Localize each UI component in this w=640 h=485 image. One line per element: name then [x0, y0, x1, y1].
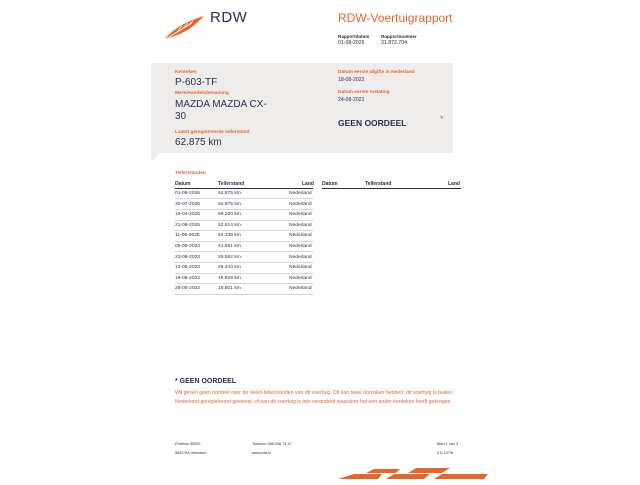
footnote-title: * GEEN OORDEEL — [175, 378, 237, 385]
row-divider — [175, 251, 313, 252]
col-header-odometer: Tellerstand — [218, 181, 245, 187]
row-date: 11-08-2025 — [175, 233, 200, 239]
brand-name: RDW — [210, 9, 248, 26]
footer-code: 3 E 1079I — [437, 451, 454, 455]
row-country: Nederland — [289, 201, 312, 207]
row-odometer: 16.601 km — [218, 286, 241, 292]
footnote-text: Wij geven geen oordeel over de reeks tellerstanden van dit voertuig. Dit kan twee oorzaken hebben: dit voertuig is buiten Nederland geregistreerd geweest, of aan dit voertuig is iets veranderd waardoor het een ander kenteken heeft gekregen. — [175, 390, 453, 406]
row-divider — [175, 220, 313, 221]
report-title: RDW-Voertuigrapport — [338, 11, 453, 25]
verdict-asterisk: * — [440, 114, 444, 124]
row-odometer: 52.514 km — [218, 222, 241, 228]
row-divider — [175, 209, 313, 210]
footer-address: 9640 RA Veendam — [175, 451, 207, 455]
row-date: 13-06-2023 — [175, 265, 201, 271]
row-divider — [175, 262, 313, 263]
make-line-1: MAZDA MAZDA CX- — [175, 99, 267, 110]
footer-postbus: Postbus 30000 — [175, 442, 201, 446]
row-country: Nederland — [289, 212, 312, 218]
row-country: Nederland — [289, 265, 312, 271]
feather-icon — [162, 14, 208, 42]
row-divider — [175, 241, 313, 242]
first-admission-label: Datum eerste toelating — [338, 90, 390, 95]
make-label: Merk/Handelsbenaming — [175, 91, 229, 96]
first-registration-nl: 18-08-2022 — [338, 77, 365, 83]
row-country: Nederland — [289, 286, 312, 292]
odometer-table-title: Tellerstanden — [175, 171, 206, 176]
row-date: 21-08-2025 — [175, 222, 201, 228]
row-divider — [175, 273, 313, 274]
table-header-rule-2 — [322, 188, 461, 189]
col-header-country-2: Land — [448, 181, 460, 187]
row-date: 01-08-2026 — [175, 191, 201, 196]
row-country: Nederland — [289, 191, 312, 196]
row-country: Nederland — [289, 222, 312, 228]
first-registration-nl-label: Datum eerste afgifte in Nederland — [338, 70, 415, 75]
footer-page-number: Blad 1 van 3 — [437, 442, 459, 446]
panel-corner — [151, 140, 173, 162]
report-number: 31.872.704 — [381, 40, 407, 46]
row-date: 15-04-2026 — [175, 212, 201, 218]
row-date: 28-05-2022 — [175, 286, 201, 292]
odometer-label: Laatst geregistreerde tellerstand — [175, 130, 250, 135]
odometer-value: 62.875 km — [175, 137, 222, 148]
row-odometer: 59.260 km — [218, 212, 241, 218]
row-divider — [175, 294, 313, 295]
row-country: Nederland — [289, 254, 312, 260]
row-odometer: 16.829 km — [218, 275, 241, 281]
row-odometer: 29.592 km — [218, 254, 241, 260]
footer-website[interactable]: www.rdw.nl — [252, 451, 271, 455]
row-divider — [175, 283, 313, 284]
row-country: Nederland — [289, 233, 312, 239]
col-header-odometer-2: Tellerstand — [365, 181, 392, 187]
row-odometer: 41.651 km — [218, 244, 241, 249]
first-admission: 24-08-2021 — [338, 97, 365, 103]
make-line-2: 30 — [175, 111, 187, 122]
row-odometer: 52.339 km — [218, 233, 241, 239]
row-divider — [175, 198, 313, 199]
license-plate: P-603-TF — [175, 77, 218, 88]
row-date: 18-08-2022 — [175, 275, 201, 281]
row-country: Nederland — [289, 275, 312, 281]
row-odometer: 62.875 km — [218, 191, 241, 196]
col-header-date-2: Datum — [322, 181, 338, 187]
footer-decoration-icon — [338, 465, 488, 480]
report-number-label: Rapportnummer — [381, 34, 417, 39]
row-odometer: 62.875 km — [218, 201, 241, 207]
footer-phone: Telefoon 088 008 74 47 — [252, 442, 292, 446]
row-odometer: 26.244 km — [218, 265, 241, 271]
row-country: Nederland — [289, 244, 312, 249]
plate-label: Kenteken — [175, 70, 197, 75]
verdict: GEEN OORDEEL — [338, 118, 407, 128]
row-date: 05-09-2024 — [175, 244, 201, 249]
col-header-country: Land — [302, 181, 314, 187]
report-date: 01-08-2026 — [338, 40, 365, 46]
row-divider — [175, 230, 313, 231]
report-date-label: Rapportdatum — [338, 34, 370, 39]
row-date: 23-08-2023 — [175, 254, 201, 260]
col-header-date: Datum — [175, 181, 191, 187]
row-date: 30-07-2026 — [175, 201, 201, 207]
table-header-rule — [175, 188, 313, 189]
